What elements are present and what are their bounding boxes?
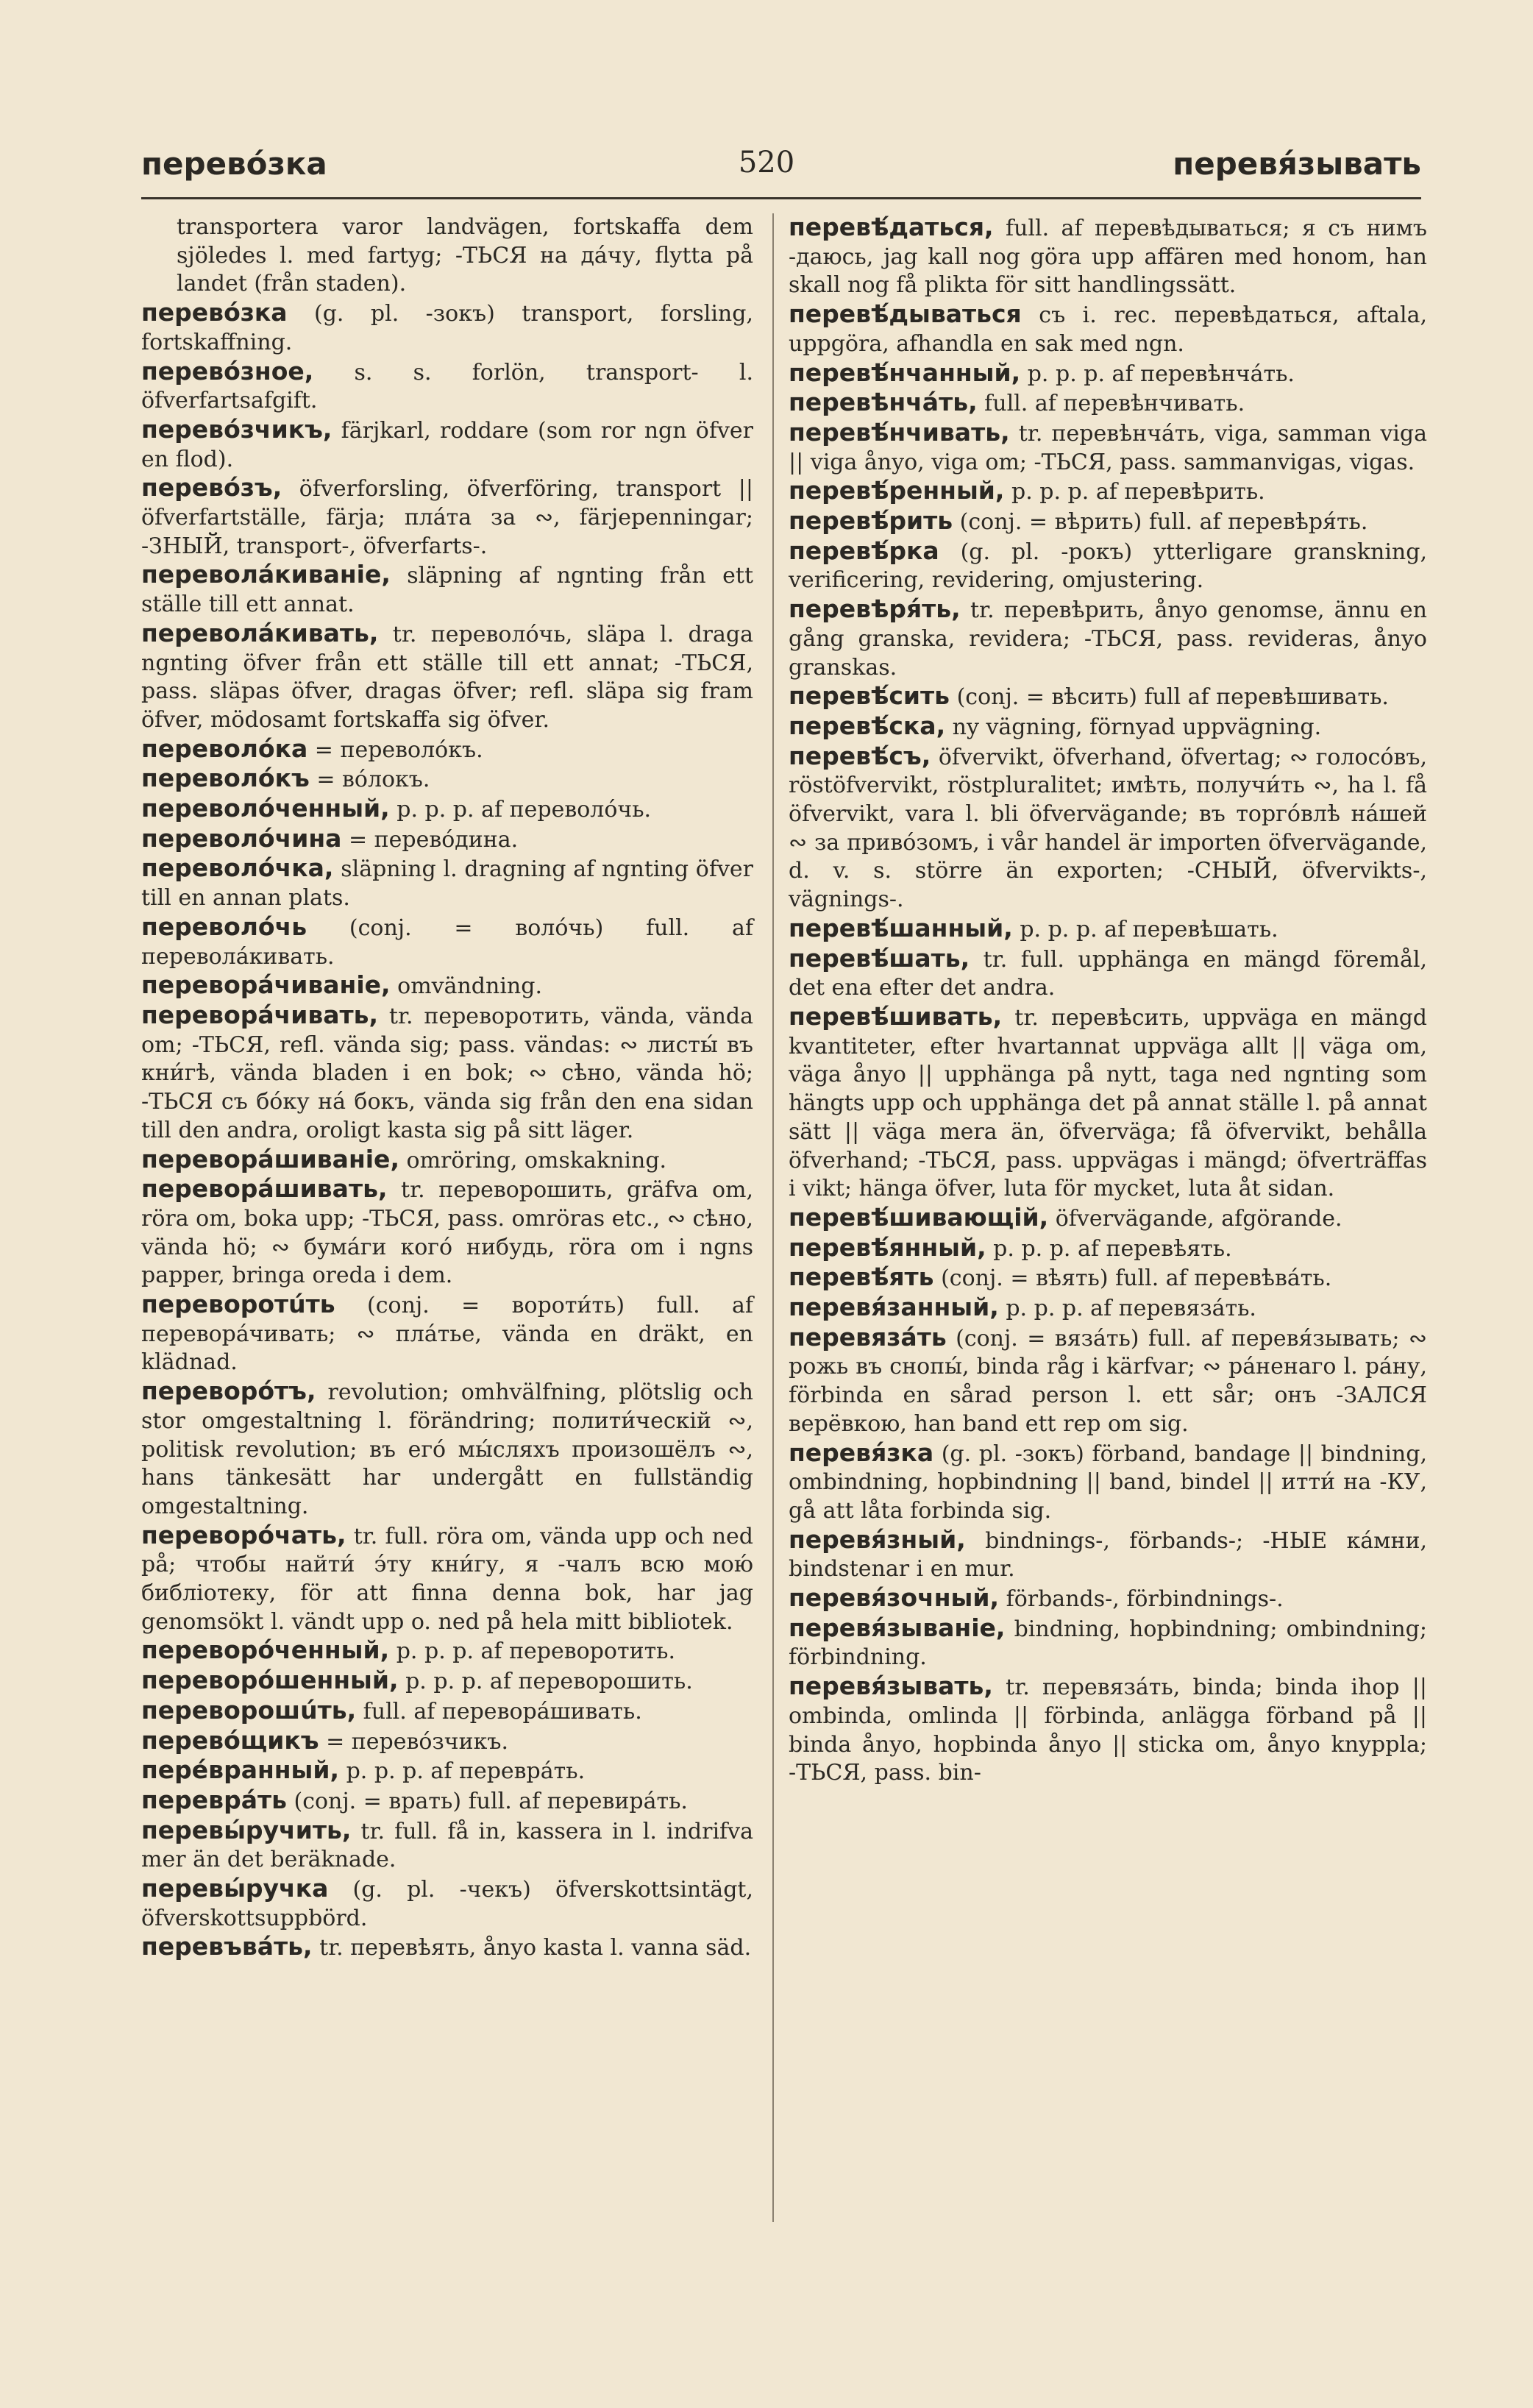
entry-headword: перéвранный, [141,1755,340,1785]
page-number: 520 [738,146,795,180]
entry-definition: släpning af ngnting från ett ställe till ett annat. [141,563,753,618]
entry-definition: öfverforsling, öfverföring, transport || öfverfartställe, färja; пла́та за ∾, färjepenningar; -ЗНЫЙ, transport-, öfverfarts-. [141,476,753,559]
dictionary-entry [141,1521,753,1637]
entry-definition: p. p. p. af переворотить. [389,1638,676,1665]
entry-definition: omvändning. [390,973,542,1000]
entry-definition: tr. перевѣнча́ть, viga, samman viga || viga ånyo, viga om; -ТЬСЯ, pass. sammanvigas, vigas. [789,420,1427,475]
dictionary-entry [141,1756,753,1786]
dictionary-entry [789,419,1427,477]
dictionary-entry [789,1293,1427,1324]
dictionary-entry [141,474,753,561]
dictionary-entry [789,1584,1427,1614]
entry-headword: переволóкъ [141,764,310,793]
entry-definition: tr. перевѣрить, ånyo genomse, ännu en gång granska, revidera; -ТЬСЯ, pass. revideras, ånyo granskas. [789,597,1427,681]
dictionary-entry [789,682,1427,712]
dictionary-entry [789,388,1427,419]
right-column [789,213,1427,1788]
dictionary-entry [789,1672,1427,1788]
dictionary-entry [141,825,753,855]
dictionary-entry [141,1290,753,1377]
entry-headword: перевя́зка [789,1438,934,1467]
entry-definition: öfvervikt, öfverhand, öfvertag; ∾ голосо́въ, röstöfvervikt, röstpluralitet; имѣть, получи́ть ∾, ha l. få öfvervikt, vara l. bli öfvervägande; въ торго́влѣ на́шей ∾ за приво́зомъ, i vår handel är importen öfvervägande, d. v. s. större än exporten; -СНЫЙ, öfvervikts-, vägnings-. [789,744,1427,913]
dictionary-entry [141,1377,753,1521]
dictionary-entry [141,213,753,299]
entry-definition: (conj. = воло́чь) full. af переволáкивать. [141,914,753,970]
entry-headword: перевѣ́нчанный, [789,358,1021,387]
dictionary-entry [141,1666,753,1697]
entry-headword: перевѣ́янный, [789,1232,986,1262]
column-divider [772,213,774,2222]
entry-definition: p. p. p. af перевѣшать. [1012,916,1278,942]
dictionary-entry [789,945,1427,1003]
entry-headword: переволóченный, [141,794,390,823]
entry-headword: перевѣ́дываться [789,299,1022,329]
entry-headword: переволóчка, [141,853,334,883]
entry-headword: перевѣ́нчивать, [789,417,1010,447]
entry-headword: переволáкивать, [141,618,379,647]
entry-definition: tr. переворошить, gräfva om, röra om, boka upp; -ТЬСЯ, pass. omröras etc., ∾ сѣно, vända hö; ∾ бума́ги кого́ нибудь, röra om i ngns papper, bringa oreda i dem. [141,1177,754,1289]
entry-definition: (conj. = вѣсить) full af перевѣшивать. [950,684,1389,711]
left-column [141,213,753,1963]
dictionary-entry [789,1204,1427,1234]
entry-definition: tr. перевѣять, ånyo kasta l. vanna säd. [312,1935,752,1961]
entry-definition: omröring, omskakning. [399,1147,667,1173]
entry-headword: перевѣ́даться, [789,213,994,241]
entry-headword: перевѣря́ть, [789,594,961,624]
entry-headword: перевя́зочный, [789,1583,1000,1613]
entry-definition: färjkarl, roddare (som ror ngn öfver en flod). [141,417,753,472]
entry-headword: перевѣ́ска, [789,711,946,740]
entry-headword: перевъвáть, [141,1932,313,1961]
entry-definition: släpning l. dragning af ngnting öfver till en annan plats. [141,856,753,912]
dictionary-entry [789,537,1427,595]
entry-headword: перевя́занный, [789,1293,999,1322]
dictionary-entry [789,1263,1427,1293]
entry-headword: перевы́ручить, [141,1815,352,1844]
entry-definition: bindning, hopbindning; ombindning; förbindning. [789,1616,1427,1671]
dictionary-entry [141,1786,753,1816]
entry-headword: перевы́ручка [141,1874,329,1903]
entry-definition: bindnings-, förbands-; -НЫЕ ка́мни, bindstenar i en mur. [789,1527,1427,1583]
dictionary-entry [789,507,1427,537]
entry-definition: p. p. p. af перевѣять. [986,1235,1232,1262]
entry-definition: (conj. = врать) full. af перевирáть. [286,1788,688,1814]
dictionary-entry [141,854,753,912]
entry-headword: переворотúть [141,1290,335,1319]
entry-definition: (conj. = вѣрить) full. af перевѣря́ть. [953,509,1368,536]
entry-definition: p. p. p. af переворошить. [398,1669,693,1695]
entry-definition: (g. pl. -рокъ) ytterligare granskning, verificering, revidering, omjustering. [789,539,1427,594]
dictionary-entry [789,1003,1427,1204]
dictionary-entry [789,742,1427,914]
dictionary-entry [789,477,1427,507]
entry-definition: (g. pl. -зокъ) transport, forsling, fortskaffning. [141,301,753,355]
entry-headword: перевѣ́ренный, [789,476,1005,505]
entry-headword: переворóтъ, [141,1377,316,1406]
dictionary-entry [141,913,753,971]
entry-headword: перевóзка [141,298,288,327]
dictionary-entry [141,299,753,357]
entry-definition: öfvervägande, afgörande. [1048,1205,1342,1232]
entry-definition: съ i. rec. перевѣдаться, aftala, uppgöra, afhandla en sak med ngn. [789,302,1427,357]
entry-headword: переволóчь [141,912,307,941]
entry-definition: full. af перевѣнчивать. [977,391,1245,417]
entry-definition: = переволо́къ. [307,736,483,763]
entry-definition: full. af переворáшивать. [356,1698,642,1725]
dictionary-entry [141,764,753,795]
entry-headword: перевѣ́съ, [789,741,931,770]
entry-headword: переволóка [141,734,308,763]
entry-headword: перевѣ́шивать, [789,1001,1003,1031]
dictionary-entry [141,1933,753,1963]
dictionary-entry [141,561,753,619]
entry-headword: переворошúть, [141,1695,357,1725]
entry-headword: перевóзное, [141,356,314,386]
dictionary-entry [789,359,1427,389]
entry-headword: переволáкиваніе, [141,560,391,589]
dictionary-entry [789,595,1427,682]
dictionary-entry [141,1816,753,1875]
dictionary-entry [141,1697,753,1727]
entry-headword: переворáшивать, [141,1174,388,1204]
dictionary-entry [141,1875,753,1933]
entry-headword: перевѣ́сить [789,681,950,711]
entry-definition: förbands-, förbindnings-. [999,1586,1284,1613]
entry-headword: переворáчиваніе, [141,970,391,1000]
dictionary-entry [141,1001,753,1146]
entry-headword: переворóшенный, [141,1666,399,1695]
entry-headword: перевя́зываніе, [789,1613,1006,1642]
entry-headword: перевѣ́рка [789,536,939,565]
entry-definition: p. p. p. af перевѣрить. [1004,479,1265,505]
entry-definition: = во́локъ. [309,767,430,793]
entry-headword: переворóчать, [141,1520,346,1549]
entry-headword: перевязáть [789,1322,947,1352]
dictionary-entry [789,1439,1427,1526]
entry-definition: (g. pl. -чекъ) öfverskottsintägt, öfverskottsuppbörd. [141,1877,753,1931]
header-right-guideword: перевя́зывать [1173,146,1421,182]
entry-definition: p. p. p. af перевѣнча́ть. [1020,361,1295,387]
entry-definition: full. af перевѣдываться; я съ нимъ -даюсь, jag kall nog göra upp affären med honom, han skall nog få plikta för sitt handlingssätt. [789,216,1427,299]
entry-headword: перевя́зывать, [789,1672,993,1701]
entry-definition: tr. full. få in, kassera in l. indrifva mer än det beräknade. [141,1818,753,1873]
entry-headword: перевóзчикъ, [141,414,332,444]
header-rule [141,197,1421,199]
dictionary-entry [141,1636,753,1666]
entry-definition: (conj. = вязáть) full. af перевя́зывать; ∾ рожь въ снопы́, binda råg i kärfvar; ∾ ра́ненаго l. ра́ну, förbinda en sårad person l. ett sår; онъ -ЗАЛСЯ верёвкою, han band ett rep om sig. [789,1325,1427,1437]
entry-definition: revolution; omhvälfning, plötslig och stor omgestaltning l. förändring; полити́ческій ∾, politisk revolution; въ его́ мы́сляхъ произошёлъ ∾, hans tänkesätt har undergått en fullständig omgestaltning. [141,1379,753,1519]
entry-headword: переворóченный, [141,1635,390,1665]
dictionary-entry [789,1614,1427,1672]
entry-definition: s. s. forlön, transport- l. öfverfartsafgift. [141,359,753,414]
entry-definition: = перево́зчикъ. [319,1728,508,1755]
entry-headword: перевѣ́шать, [789,943,970,973]
entry-headword: переворáчивать, [141,1000,379,1029]
entry-definition: p. p. p. af переволо́чь. [389,797,652,823]
entry-definition: (conj. = вороти́ть) full. af переворáчивать; ∾ пла́тье, vända en dräkt, en klädnad. [141,1293,753,1376]
entry-definition: (conj. = вѣять) full. af перевѣвáть. [933,1265,1332,1292]
entry-definition: p. p. p. af перевязáть. [998,1296,1256,1322]
entry-definition: tr. перевѣсить, uppväga en mängd kvantiteter, efter hvartannat uppväga allt || väga om, väga ånyo || upphänga på nytt, taga ned ngnting som hängts upp och upphänga det på annat ställe l. på annat sätt || väga mera än, öfverväga; få öfvervikt, behålla öfverhand; -ТЬСЯ, pass. uppvägas i mängd; öfverträffas i vikt; hänga öfver, luta för mycket, luta åt sidan. [789,1004,1427,1202]
dictionary-entry [141,1146,753,1176]
entry-headword: перевѣ́шивающій, [789,1202,1049,1232]
entry-definition: tr. full. röra om, vända upp och ned på; чтобы найти́ э́ту кни́гу, я -чалъ всю мою́ библіотеку, för att finna denna bok, har jag genomsökt l. vändt upp o. ned på hela mitt bibliotek. [141,1523,753,1635]
entry-definition: p. p. p. af переврáть. [339,1758,586,1785]
entry-headword: переврáть [141,1785,287,1814]
entry-definition: ny vägning, förnyad uppvägning. [945,714,1322,740]
entry-headword: перевóщикъ [141,1725,319,1755]
entry-headword: перевѣ́шанный, [789,913,1013,942]
entry-headword: перевѣ́ять [789,1262,934,1292]
entry-definition: tr. перевязáть, binda; binda ihop || ombinda, omlinda || förbinda, anlägga förband på || binda ånyo, hopbinda ånyo || sticka om, ånyo knyppla; -ТЬСЯ, pass. bin- [789,1674,1427,1786]
dictionary-entry [141,795,753,825]
dictionary-entry [141,358,753,416]
entry-definition: tr. переволо́чь, släpa l. draga ngnting öfver från ett ställe till ett annat; -ТЬСЯ, pass. släpas öfver, dragas öfver; refl. släpa sig fram öfver, mödosamt fortskaffa sig öfver. [141,621,753,733]
dictionary-entry [141,416,753,474]
dictionary-entry [141,735,753,765]
entry-headword: перевóзъ, [141,473,282,502]
entry-headword: перевѣнчáть, [789,388,978,417]
entry-headword: перевѣ́рить [789,506,953,536]
entry-headword: перевя́зный, [789,1524,966,1554]
dictionary-entry [789,712,1427,742]
entry-headword: переволóчина [141,823,342,853]
header-left-guideword: перевóзка [141,146,327,182]
dictionary-entry [789,213,1427,300]
entry-definition: = перево́дина. [341,826,519,853]
dictionary-entry [789,300,1427,358]
dictionary-entry [789,1526,1427,1584]
entry-headword: переворáшиваніе, [141,1144,399,1173]
dictionary-entry [141,971,753,1001]
dictionary-entry [141,1727,753,1757]
entry-definition: tr. переворотить, vända, vända om; -ТЬСЯ, refl. vända sig; pass. vändas: ∾ листы́ въ кни́гѣ, vända bladen i en bok; ∾ сѣно, vända hö; -ТЬСЯ съ бо́ку на́ бокъ, vända sig från den ena sidan till den andra, oroligt kasta sig på sitt läger. [141,1003,753,1143]
dictionary-entry [141,619,753,735]
dictionary-entry [141,1175,753,1290]
dictionary-entry [789,914,1427,945]
entry-definition: (g. pl. -зокъ) förband, bandage || bindning, ombindning, hopbindning || band, bindel || итти́ на -КУ, gå att låta forbinda sig. [789,1441,1427,1524]
dictionary-entry [789,1324,1427,1439]
entry-definition: tr. full. upphänga en mängd föremål, det ena efter det andra. [789,946,1427,1001]
dictionary-entry [789,1234,1427,1264]
entry-definition: transportera varor landvägen, fortskaffa dem sjöledes l. med fartyg; -ТЬСЯ на да́чу, flytta på landet (från staden). [177,214,753,297]
